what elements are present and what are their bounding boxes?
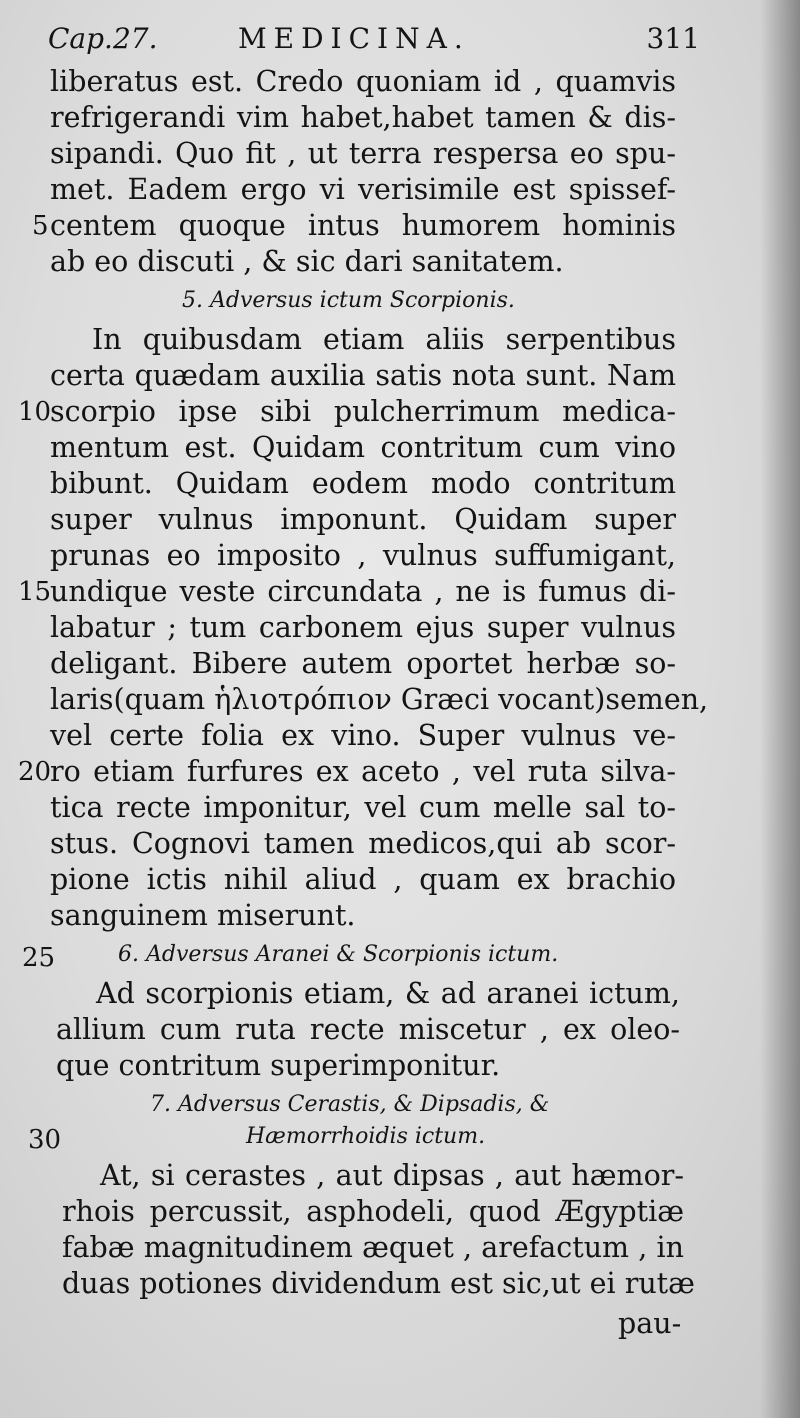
running-header [48, 22, 700, 62]
text-line: vel certe folia ex vino. Super vulnus ve- [50, 719, 676, 752]
line-number: 30 [28, 1125, 62, 1155]
section-heading: 6. Adversus Aranei & Scorpionis ictum. [118, 942, 559, 967]
catchword: pau- [618, 1307, 682, 1340]
text-line: centem quoque intus humorem hominis [50, 209, 676, 242]
line-number: 25 [22, 943, 56, 973]
text-line: At, si cerastes , aut dipsas , aut hæmor- [100, 1159, 684, 1192]
text-line: rhois percussit, asphodeli, quod Ægyptiæ [62, 1195, 684, 1228]
section-heading: 5. Adversus ictum Scorpionis. [182, 288, 515, 313]
section-heading: Hæmorrhoidis ictum. [246, 1124, 486, 1149]
text-line: In quibusdam etiam aliis serpentibus [92, 323, 676, 356]
chapter-label: Cap.27. [48, 22, 158, 55]
text-line: liberatus est. Credo quoniam id , quamvis [50, 65, 676, 98]
text-line: scorpio ipse sibi pulcherrimum medica- [50, 395, 676, 428]
text-line: labatur ; tum carbonem ejus super vulnus [50, 611, 676, 644]
text-line: allium cum ruta recte miscetur , ex oleo- [56, 1013, 680, 1046]
text-line: super vulnus imponunt. Quidam super [50, 503, 676, 536]
text-line: fabæ magnitudinem æquet , arefactum , in [62, 1231, 684, 1264]
text-line: pione ictis nihil aliud , quam ex brachio [50, 863, 676, 896]
text-line: mentum est. Quidam contritum cum vino [50, 431, 676, 464]
line-number: 15 [18, 577, 52, 607]
line-number: 20 [18, 757, 52, 787]
text-line: certa quædam auxilia satis nota sunt. Nam [50, 359, 676, 392]
text-line: Ad scorpionis etiam, & ad aranei ictum, [96, 977, 680, 1010]
text-line: ab eo discuti , & sic dari sanitatem. [50, 245, 564, 278]
page-number: 311 [646, 22, 700, 55]
text-line: prunas eo imposito , vulnus suffumigant, [50, 539, 676, 572]
text-line: bibunt. Quidam eodem modo contritum [50, 467, 676, 500]
text-line: met. Eadem ergo vi verisimile est spissef- [50, 173, 676, 206]
text-line: stus. Cognovi tamen medicos,qui ab scor- [50, 827, 676, 860]
text-line: tica recte imponitur, vel cum melle sal to- [50, 791, 676, 824]
text-line: duas potiones dividendum est sic,ut ei rutæ [62, 1267, 695, 1300]
page-edge-shadow [760, 0, 800, 1418]
text-line: ro etiam furfures ex aceto , vel ruta silva- [50, 755, 676, 788]
text-line: laris(quam ἡλιοτρόπιον Græci vocant)semen, [50, 683, 709, 716]
text-line: que contritum superimponitur. [56, 1049, 501, 1082]
text-line: sipandi. Quo fit , ut terra respersa eo spu- [50, 137, 676, 170]
text-line: undique veste circundata , ne is fumus di- [50, 575, 676, 608]
line-number: 10 [18, 397, 52, 427]
line-number: 5 [32, 211, 49, 241]
running-title: MEDICINA. [238, 22, 470, 55]
section-heading: 7. Adversus Cerastis, & Dipsadis, & [150, 1092, 550, 1117]
text-line: deligant. Bibere autem oportet herbæ so- [50, 647, 676, 680]
text-line: sanguinem miserunt. [50, 899, 356, 932]
text-line: refrigerandi vim habet,habet tamen & dis- [50, 101, 676, 134]
